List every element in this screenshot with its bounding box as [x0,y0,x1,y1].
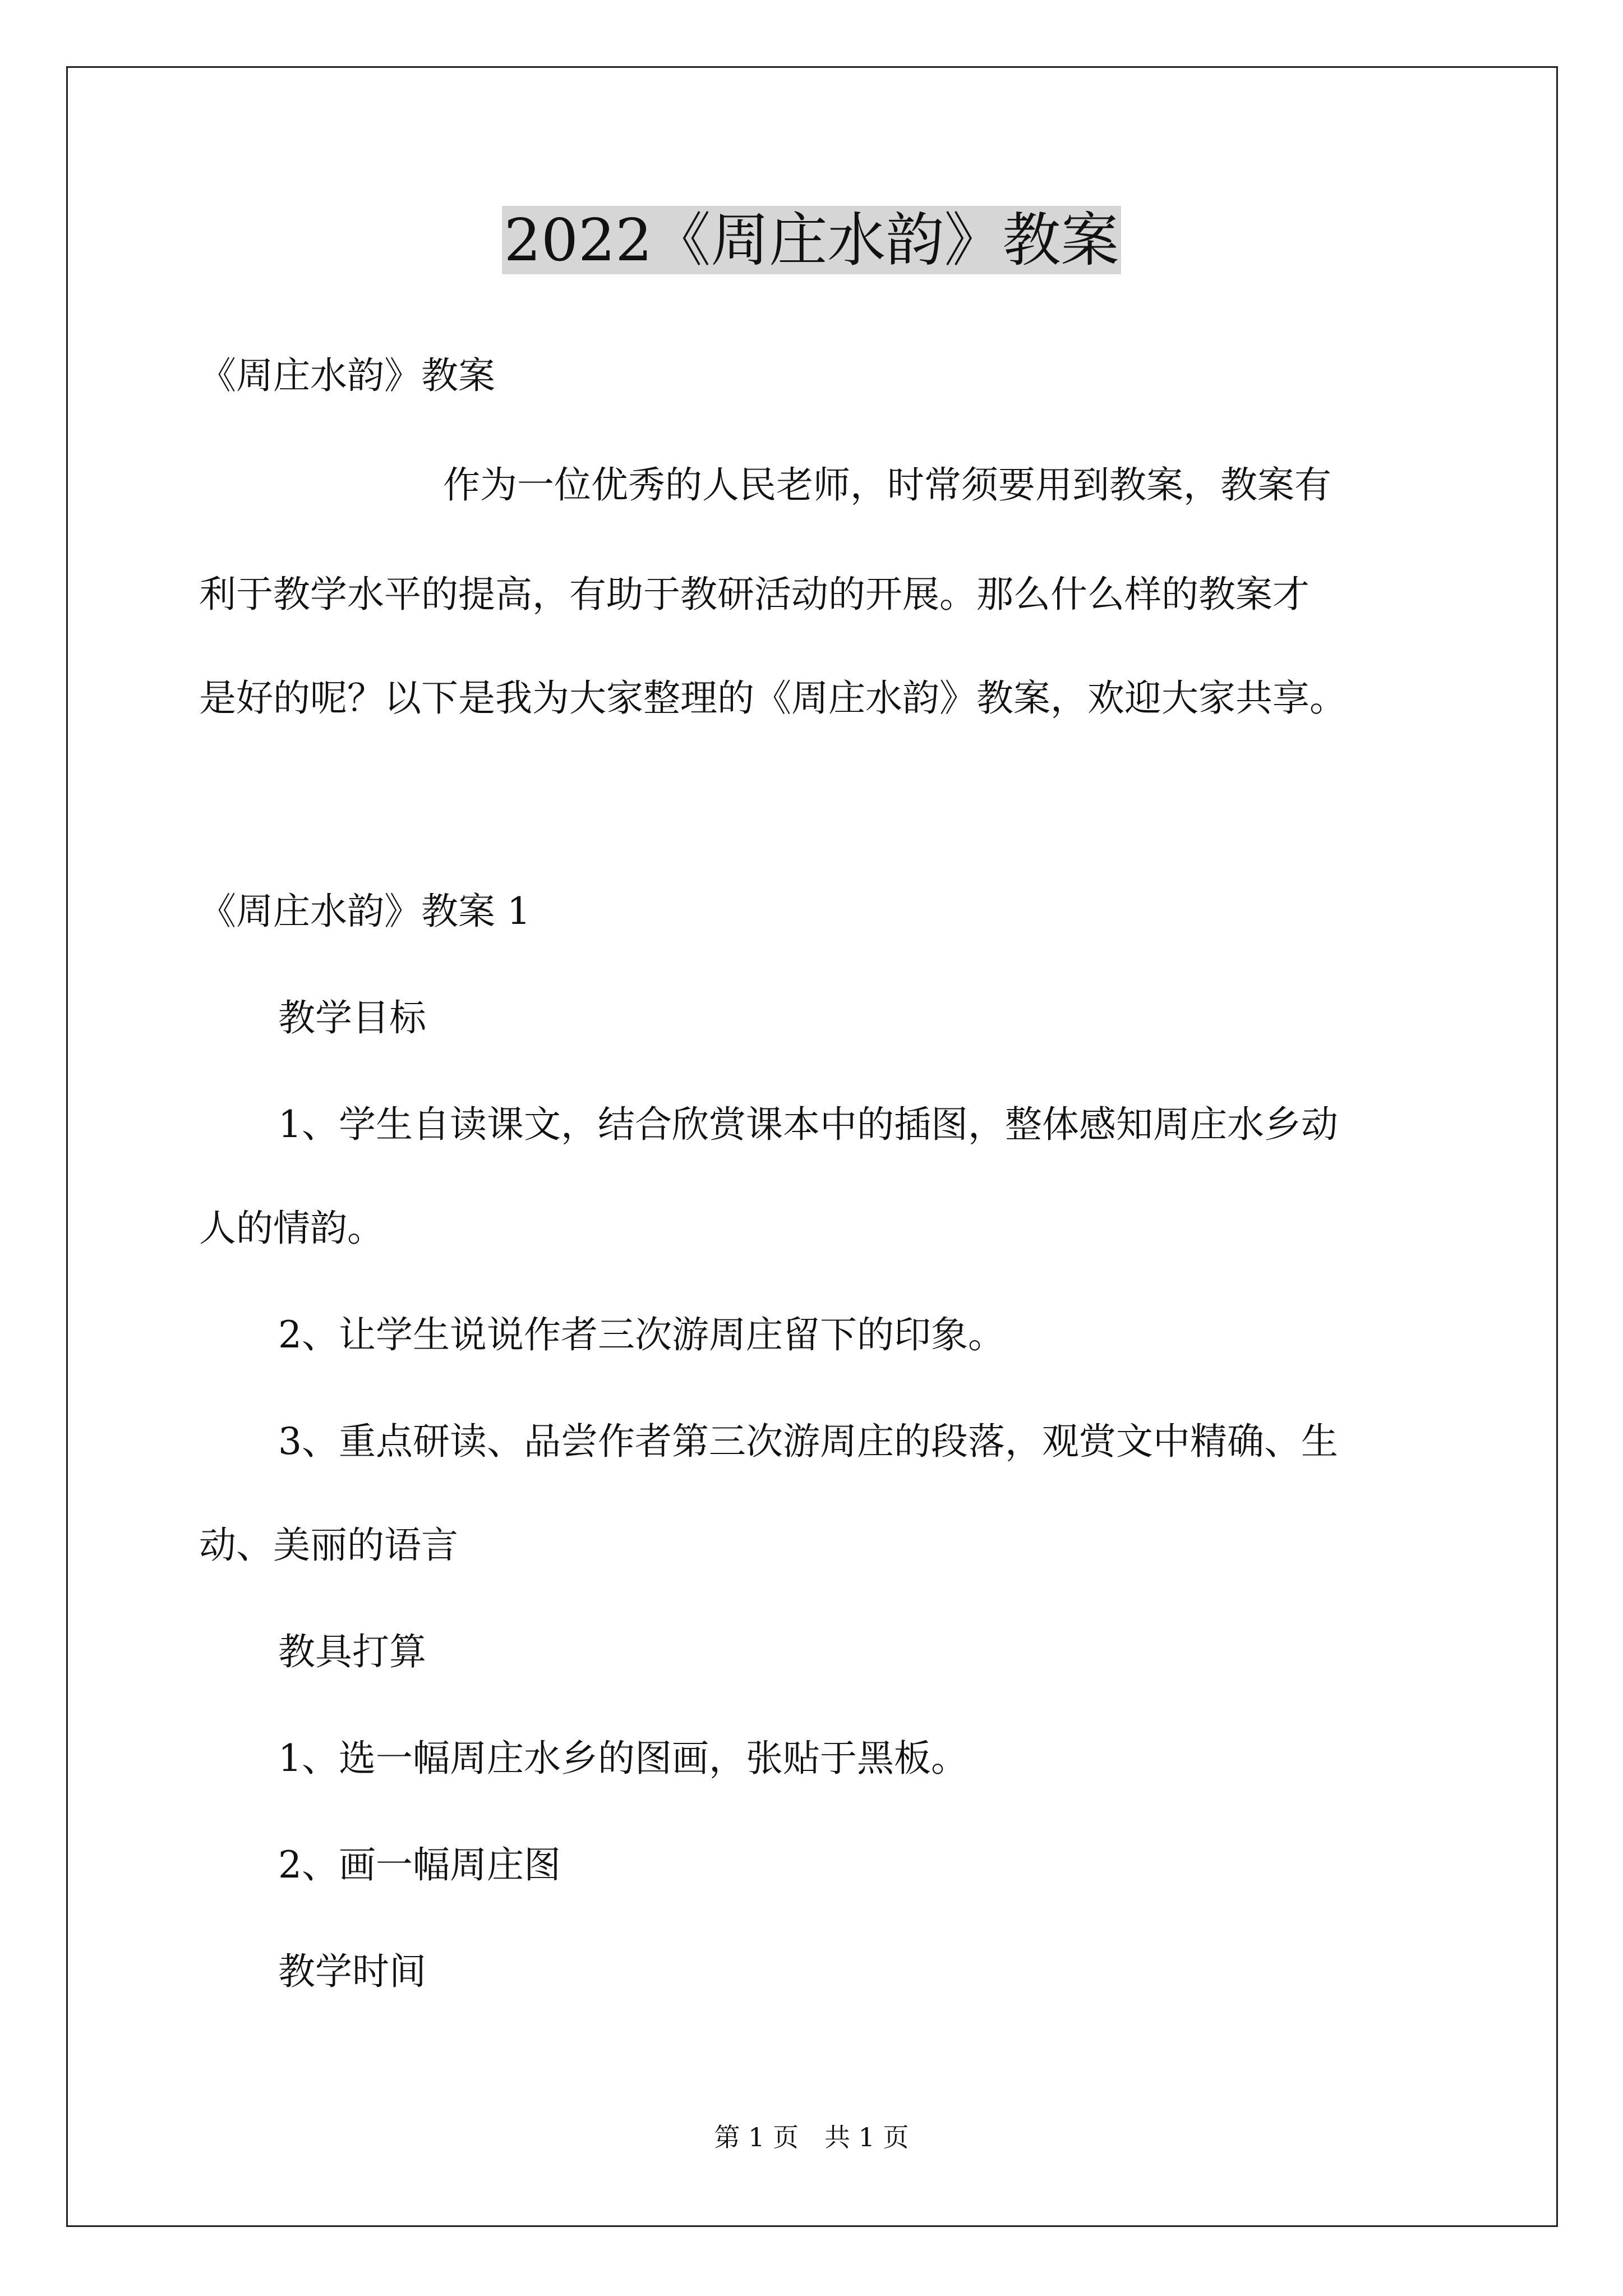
list-item: 1、选一幅周庄水乡的图画，张贴于黑板。 [278,1737,968,1780]
paragraph-line: 是好的呢？以下是我为大家整理的《周庄水韵》教案，欢迎大家共享。 [199,677,1347,720]
document-title-text: 2022《周庄水韵》教案 [502,206,1122,274]
list-item: 2、画一幅周庄图 [278,1843,561,1887]
list-item: 3、重点研读、品尝作者第三次游周庄的段落，观赏文中精确、生 [278,1420,1338,1463]
page-total: 共 1 页 [824,2122,909,2152]
list-item-continuation: 人的情韵。 [199,1207,384,1250]
list-item: 2、让学生说说作者三次游周庄留下的印象。 [278,1313,1005,1356]
document-title [0,201,1623,279]
list-item: 1、学生自读课文，结合欣赏课本中的插图，整体感知周庄水乡动 [278,1103,1338,1146]
subheading-time: 教学时间 [278,1950,426,1993]
section-heading: 《周庄水韵》教案 1 [199,890,531,933]
paragraph-line: 利于教学水平的提高，有助于教研活动的开展。那么什么样的教案才 [199,573,1310,616]
subtitle-line: 《周庄水韵》教案 [199,354,495,397]
list-item-continuation: 动、美丽的语言 [199,1524,458,1567]
paragraph-line: 作为一位优秀的人民老师，时常须要用到教案，教案有 [443,463,1331,507]
page-footer [0,2120,1623,2154]
subheading-objectives: 教学目标 [278,996,426,1039]
page-number: 第 1 页 [714,2122,799,2152]
subheading-materials: 教具打算 [278,1630,426,1673]
